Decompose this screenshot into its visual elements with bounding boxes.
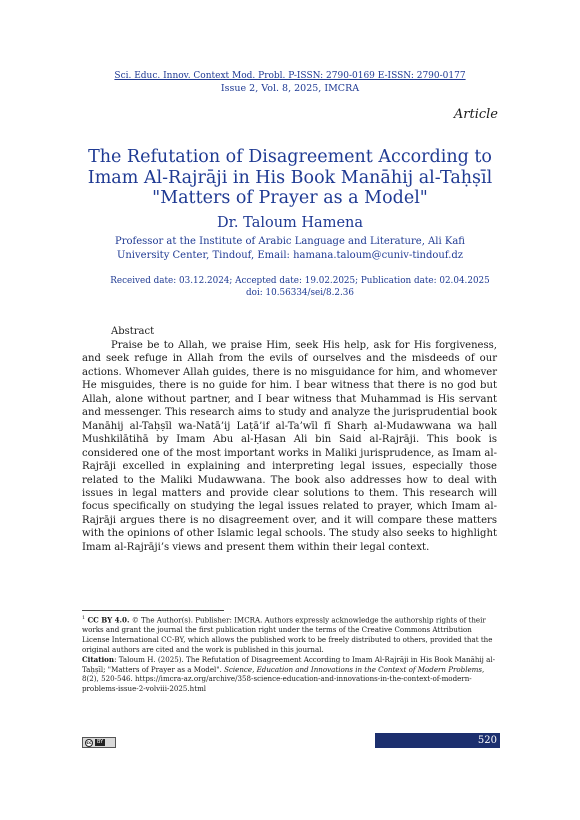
doi-line: doi: 10.56334/sei/8.2.36 (246, 288, 354, 298)
by-label: BY (97, 739, 104, 745)
issue-line: Issue 2, Vol. 8, 2025, IMCRA (220, 83, 360, 94)
license-text: © The Author(s). Publisher: IMCRA. Authors expressly acknowledge the authorship rights of their works and grant the journal the first publication right under the terms of the Creative Commons Attribution License International CC-BY, which allows the published work to be freely distributed to others, provided that the original authors are cited and the work is published in this journal. (82, 615, 493, 654)
footnote-divider (82, 610, 224, 611)
citation-label: Citation (82, 654, 115, 664)
cc-by-license-badge[interactable] (82, 737, 116, 748)
article-type-label: Article (453, 107, 498, 122)
cc-icon: cc (86, 740, 92, 746)
footnote-marker: 1 (82, 615, 86, 621)
citation-tail[interactable]: , 8(2), 520-546. https://imcra-az.org/archive/358-science-education-and-innovations-in-the-context-of-modern-problems-issue-2-volviii-2025.html (82, 664, 485, 694)
author-name: Dr. Taloum Hamena (216, 215, 364, 231)
citation-journal: Science, Education and Innovations in the Context of Modern Problems (224, 664, 483, 674)
title-line-2: Imam Al-Rajrāji in His Book Manāhij al-Taḥṣīl (87, 167, 493, 188)
abstract-body: Praise be to Allah, we praise Him, seek His help, ask for His forgiveness, and seek refuge in Allah from the evils of ourselves and the misdeeds of our actions. Whomever Allah guides, there is no misguidance for him, and whomever He misguides, there is no guide for him. I bear witness that there is no god but Allah, alone without partner, and I bear witness that Muhammad is His servant and messenger. This research aims to study and analyze the jurisprudential book Manāhij al-Taḥṣīl wa-Natā’ij Laṭā’if al-Ta’wīl fī Sharḥ al-Mudawwana wa ḥall Mushkilātihā by Imam Abu al-Ḥasan Ali bin Said al-Rajrāji. This book is considered one of the most important works in Maliki jurisprudence, as Imam al-Rajrāji excelled in explaining and interpreting legal issues, especially those related to the Maliki Mudawwana. The book also addresses how to deal with issues in legal matters and provide clear solutions to them. This research will focus specifically on studying the legal issues related to prayer, which Imam al-Rajrāji argues there is no disagreement over, and it will compare these matters with the opinions of other Islamic legal schools. The study also seeks to highlight Imam al-Rajrāji’s views and present them within their legal context. (82, 340, 497, 553)
article-title (40, 147, 540, 209)
page-number: 520 (477, 735, 497, 746)
footnote (82, 614, 500, 694)
title-line-1: The Refutation of Disagreement According to (88, 147, 492, 167)
citation-text: : Taloum H. (2025). The Refutation of Disagreement According to Imam Al-Rajrāji in His Book Manāhij al-Taḥṣīl; "Matters of Prayer as a Model". (82, 654, 496, 674)
license-label: CC BY 4.0. (87, 615, 130, 625)
journal-header-link[interactable]: Sci. Educ. Innov. Context Mod. Probl. P-ISSN: 2790-0169 E-ISSN: 2790-0177 (114, 71, 466, 81)
abstract-heading: Abstract (111, 326, 155, 337)
author-affiliation: Professor at the Institute of Arabic Language and Literature, Ali Kafi University Center, Tindouf, Email: hamana.taloum@cuniv-tindouf.dz (115, 236, 465, 261)
license-note (82, 614, 500, 655)
publication-dates (100, 275, 500, 299)
dates-line: Received date: 03.12.2024; Accepted date: 19.02.2025; Publication date: 02.04.2025 (110, 276, 490, 286)
title-line-3: "Matters of Prayer as a Model" (152, 188, 428, 208)
citation-note (82, 655, 500, 694)
